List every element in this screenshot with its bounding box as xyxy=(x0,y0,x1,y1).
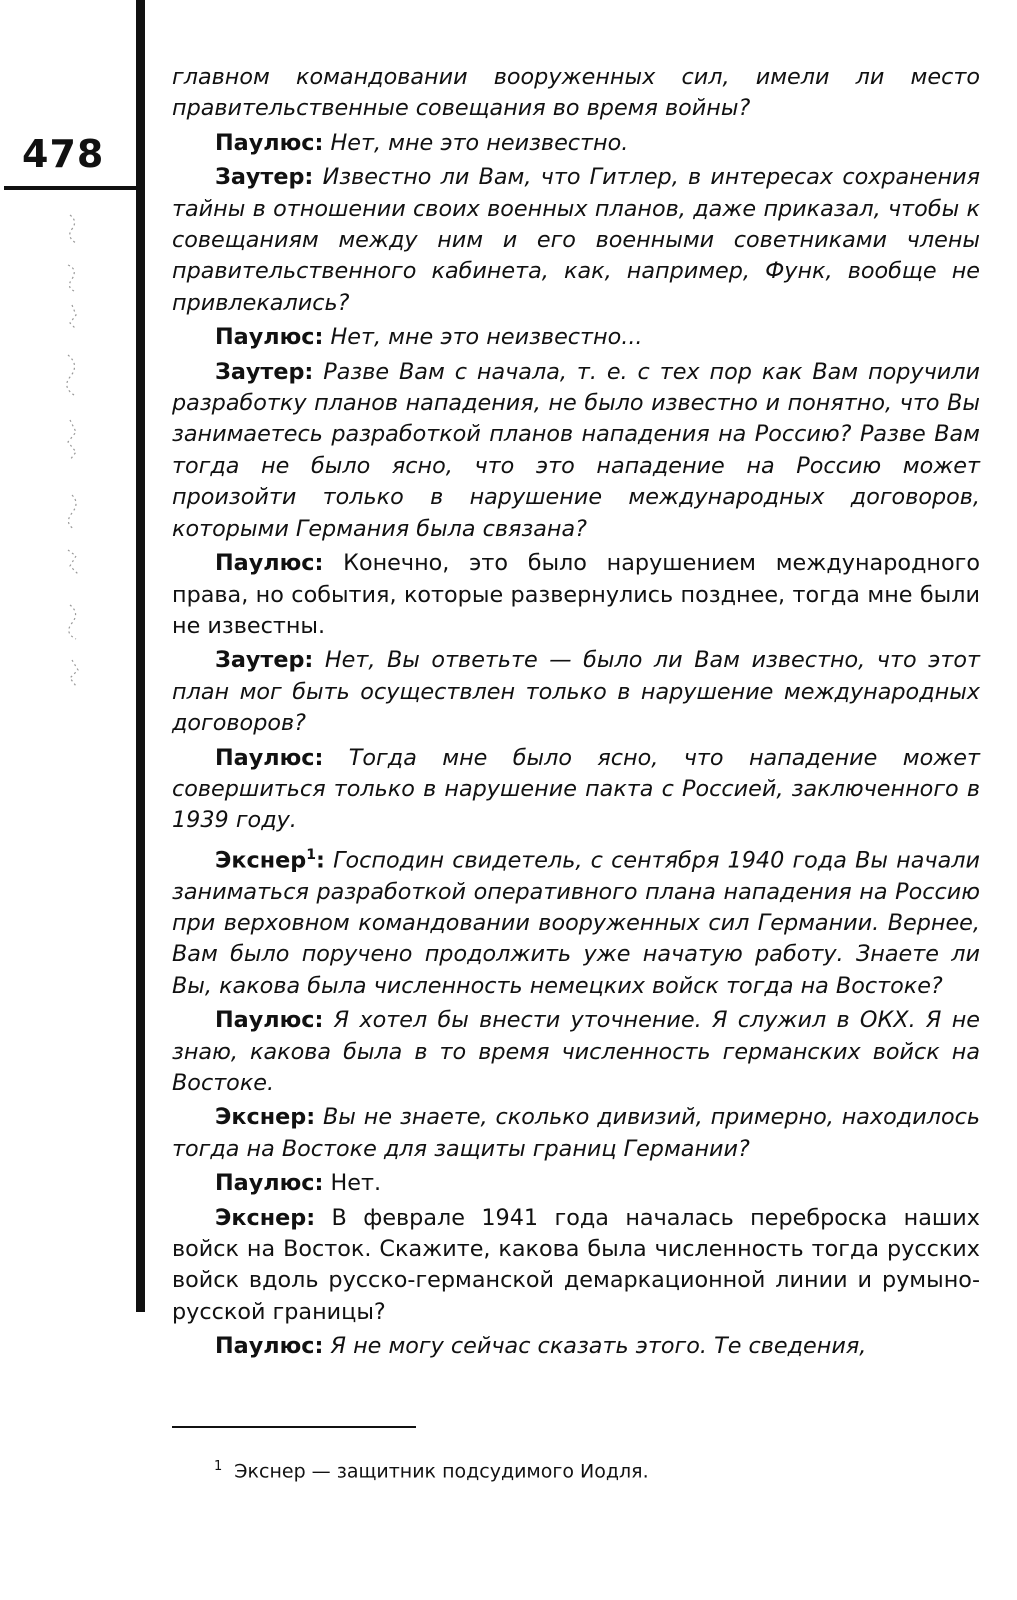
paragraph-continuation: главном командовании вооруженных сил, имели ли место правительственные совещания во время войны? xyxy=(172,64,980,122)
paragraph-paulus: Паулюс: Нет, мне это неизвестно. xyxy=(215,129,629,156)
margin-stamp-marks xyxy=(58,205,128,705)
document-body xyxy=(172,62,980,1366)
footnote xyxy=(214,1454,649,1484)
page-number: 478 xyxy=(22,132,105,176)
paragraph-paulus: Паулюс: Нет, мне это неизвестно... xyxy=(215,324,643,351)
footnote-divider xyxy=(172,1426,416,1428)
paragraph-exner: Экснер$^1$: Господин свидетель, с сентября 1940 года Вы начали заниматься разработкой оперативного плана нападения на Россию при верховном командовании вооруженных сил Германии. Вернее, Вам было поручено продолжить уже начатую работу. Знаете ли Вы, какова была численность немецких войск тогда на Востоке? xyxy=(172,846,980,999)
paragraph-sauter: Заутер: Нет, Вы ответьте — было ли Вам известно, что этот план мог быть осуществлен только в нарушение международных договоров? xyxy=(172,647,980,737)
paragraph-paulus: Паулюс: Я не могу сейчас сказать этого. Те сведения, xyxy=(215,1333,867,1360)
footnote-text: Экснер — защитник подсудимого Иодля. xyxy=(234,1460,649,1483)
paragraph-paulus: Паулюс: Я хотел бы внести уточнение. Я служил в ОКХ. Я не знаю, какова была в то время численность германских войск на Востоке. xyxy=(172,1007,980,1097)
footnote-reference: 1 xyxy=(306,846,316,863)
page-number-underline xyxy=(4,186,142,190)
paragraph-paulus: Паулюс: Конечно, это было нарушением международного права, но события, которые развернулись позднее, тогда мне были не известны. xyxy=(172,550,980,639)
paragraph-sauter: Заутер: Известно ли Вам, что Гитлер, в интересах сохранения тайны в отношении своих военных планов, даже приказал, чтобы к совещаниям между ним и его военными советниками члены правительственного кабинета, как, например, Функ, вообще не привлекались? xyxy=(172,164,981,316)
footnote-number: 1 xyxy=(214,1459,223,1474)
paragraph-paulus: Паулюс: Тогда мне было ясно, что нападение может совершиться только в нарушение пакта с Россией, заключенного в 1939 году. xyxy=(172,744,981,834)
paragraph-paulus: Паулюс: Нет. xyxy=(215,1170,382,1197)
paragraph-sauter: Заутер: Разве Вам с начала, т. е. с тех пор как Вам поручили разработку планов нападения, не было известно и понятно, что Вы занимаетесь разработкой планов нападения на Россию? Разве Вам тогда не было ясно, что это нападение на Россию может произойти только в нарушение международных договоров, которыми Германия была связана? xyxy=(172,358,980,542)
paragraph-exner: Экснер: В феврале 1941 года началась переброска наших войск на Восток. Скажите, какова была численность тогда русских войск вдоль русско-германской демаркационной линии и румыно-русской границы? xyxy=(172,1204,980,1325)
margin-vertical-rule xyxy=(136,0,145,1312)
paragraph-exner: Экснер: Вы не знаете, сколько дивизий, примерно, находилось тогда на Востоке для защиты границ Германии? xyxy=(172,1104,980,1162)
